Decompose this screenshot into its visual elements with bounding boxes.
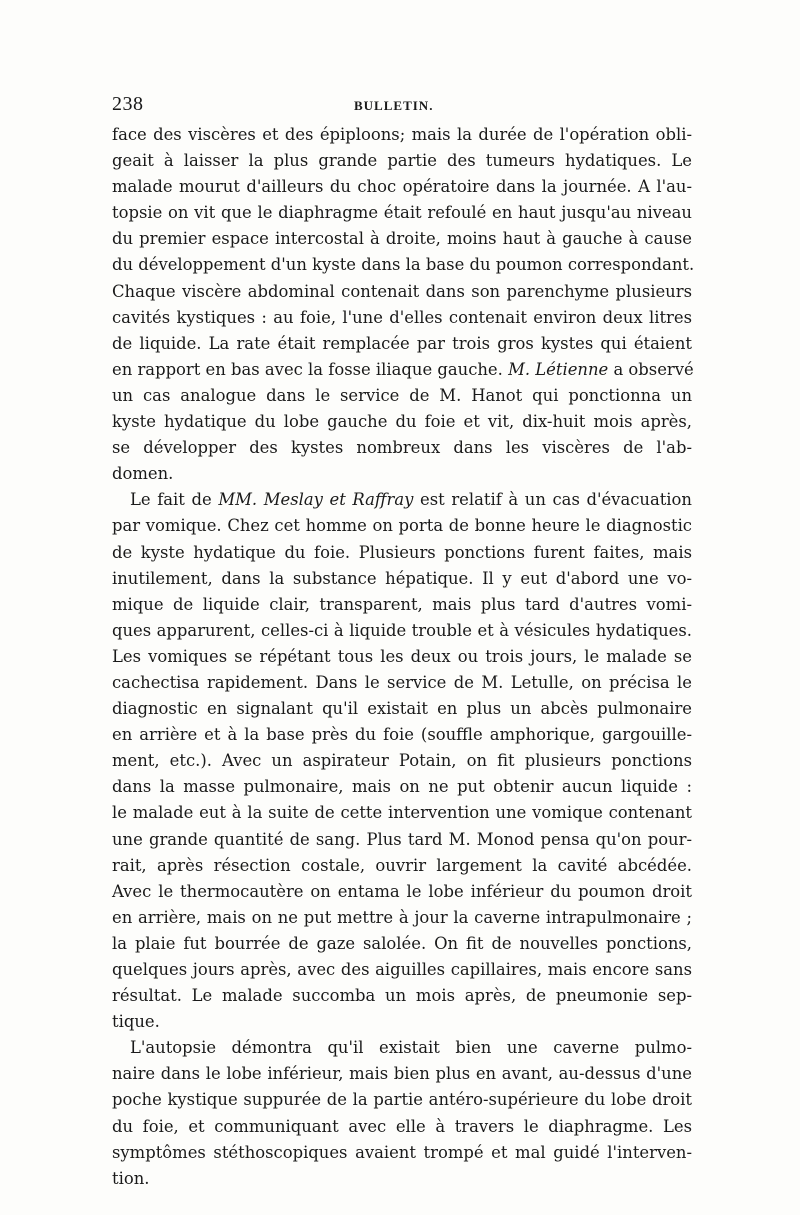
paragraph-2	[112, 487, 692, 1035]
text-line: en arrière, mais on ne put mettre à jour la caverne intrapulmonaire ;	[112, 907, 692, 927]
text-line: de liquide. La rate était remplacée par trois gros kystes qui étaient	[112, 333, 692, 353]
text-line: Chaque viscère abdominal contenait dans son parenchyme plusieurs	[112, 281, 692, 301]
text-line: kyste hydatique du lobe gauche du foie et vit, dix-huit mois après,	[112, 412, 692, 432]
text-line: symptômes stéthoscopiques avaient trompé et mal guidé l'interven-	[112, 1142, 692, 1162]
text-line: mique de liquide clair, transparent, mais plus tard d'autres vomi-	[112, 594, 692, 614]
text-line: une grande quantité de sang. Plus tard M. Monod pensa qu'on pour-	[112, 829, 692, 849]
text-line: ques apparurent, celles-ci à liquide trouble et à vésicules hydatiques.	[112, 620, 692, 640]
text-line: dans la masse pulmonaire, mais on ne put obtenir aucun liquide :	[112, 777, 692, 797]
text-line: résultat. Le malade succomba un mois après, de pneumonie sep-	[112, 986, 692, 1006]
text-line: face des viscères et des épiploons; mais la durée de l'opération obli-	[112, 125, 692, 144]
text-line: du premier espace intercostal à droite, moins haut à gauche à cause	[112, 229, 692, 249]
text-line: Avec le thermocautère on entama le lobe inférieur du poumon droit	[112, 881, 692, 901]
paragraph-3	[112, 1035, 692, 1192]
text-segment: Le fait de	[130, 490, 212, 510]
text-line: malade mourut d'ailleurs du choc opératoire dans la journée. A l'au-	[112, 177, 692, 197]
page-number: 238	[112, 93, 144, 115]
text-line: un cas analogue dans le service de M. Hanot qui ponctionna un	[112, 385, 692, 405]
text-line-mixed	[112, 357, 692, 383]
text-line: geait à laisser la plus grande partie des tumeurs hydatiques. Le	[112, 151, 692, 171]
text-line: se développer des kystes nombreux dans les viscères de l'ab-	[112, 438, 692, 458]
text-line: topsie on vit que le diaphragme était refoulé en haut jusqu'au niveau	[112, 203, 692, 223]
text-line: domen.	[112, 464, 174, 484]
text-line: en arrière et à la base près du foie (souffle amphorique, gargouille-	[112, 725, 692, 745]
text-segment: a observé	[613, 359, 694, 379]
text-line: poche kystique suppurée de la partie antéro-supérieure du lobe droit	[112, 1090, 692, 1110]
text-line: L'autopsie démontra qu'il existait bien une caverne pulmo-	[130, 1038, 692, 1058]
text-line: par vomique. Chez cet homme on porta de bonne heure le diagnostic	[112, 516, 692, 536]
running-head: BULLETIN.	[354, 98, 434, 113]
text-segment: est relatif à un cas d'évacuation	[420, 490, 692, 510]
text-line: le malade eut à la suite de cette intervention une vomique contenant	[112, 803, 692, 823]
text-line: rait, après résection costale, ouvrir largement la cavité abcédée.	[112, 855, 692, 875]
text-line: ment, etc.). Avec un aspirateur Potain, on fit plusieurs ponctions	[112, 751, 692, 771]
text-line: cachectisa rapidement. Dans le service de M. Letulle, on précisa le	[112, 672, 692, 692]
author-name: MM. Meslay et Raffray	[218, 490, 414, 510]
text-line: diagnostic en signalant qu'il existait en plus un abcès pulmonaire	[112, 699, 692, 719]
text-line: tion.	[112, 1168, 150, 1188]
body-text	[112, 122, 695, 1192]
text-line: du développement d'un kyste dans la base du poumon correspondant.	[112, 255, 695, 275]
text-line: naire dans le lobe inférieur, mais bien plus en avant, au-dessus d'une	[112, 1064, 692, 1084]
author-name: M. Létienne	[508, 359, 609, 379]
text-line: du foie, et communiquant avec elle à travers le diaphragme. Les	[112, 1116, 692, 1136]
text-line: Les vomiques se répétant tous les deux ou trois jours, le malade se	[112, 646, 692, 666]
text-line: quelques jours après, avec des aiguilles capillaires, mais encore sans	[112, 960, 692, 979]
text-line: tique.	[112, 1012, 160, 1032]
text-line: de kyste hydatique du foie. Plusieurs ponctions furent faites, mais	[112, 542, 692, 562]
page-header	[112, 93, 692, 117]
text-line: cavités kystiques : au foie, l'une d'elles contenait environ deux litres	[112, 307, 692, 327]
text-line: la plaie fut bourrée de gaze salolée. On fit de nouvelles ponctions,	[112, 933, 692, 953]
paragraph-1	[112, 122, 695, 487]
text-line: inutilement, dans la substance hépatique. Il y eut d'abord une vo-	[112, 568, 692, 588]
text-line-mixed	[112, 487, 692, 513]
text-segment: en rapport en bas avec la fosse iliaque gauche.	[112, 359, 503, 379]
